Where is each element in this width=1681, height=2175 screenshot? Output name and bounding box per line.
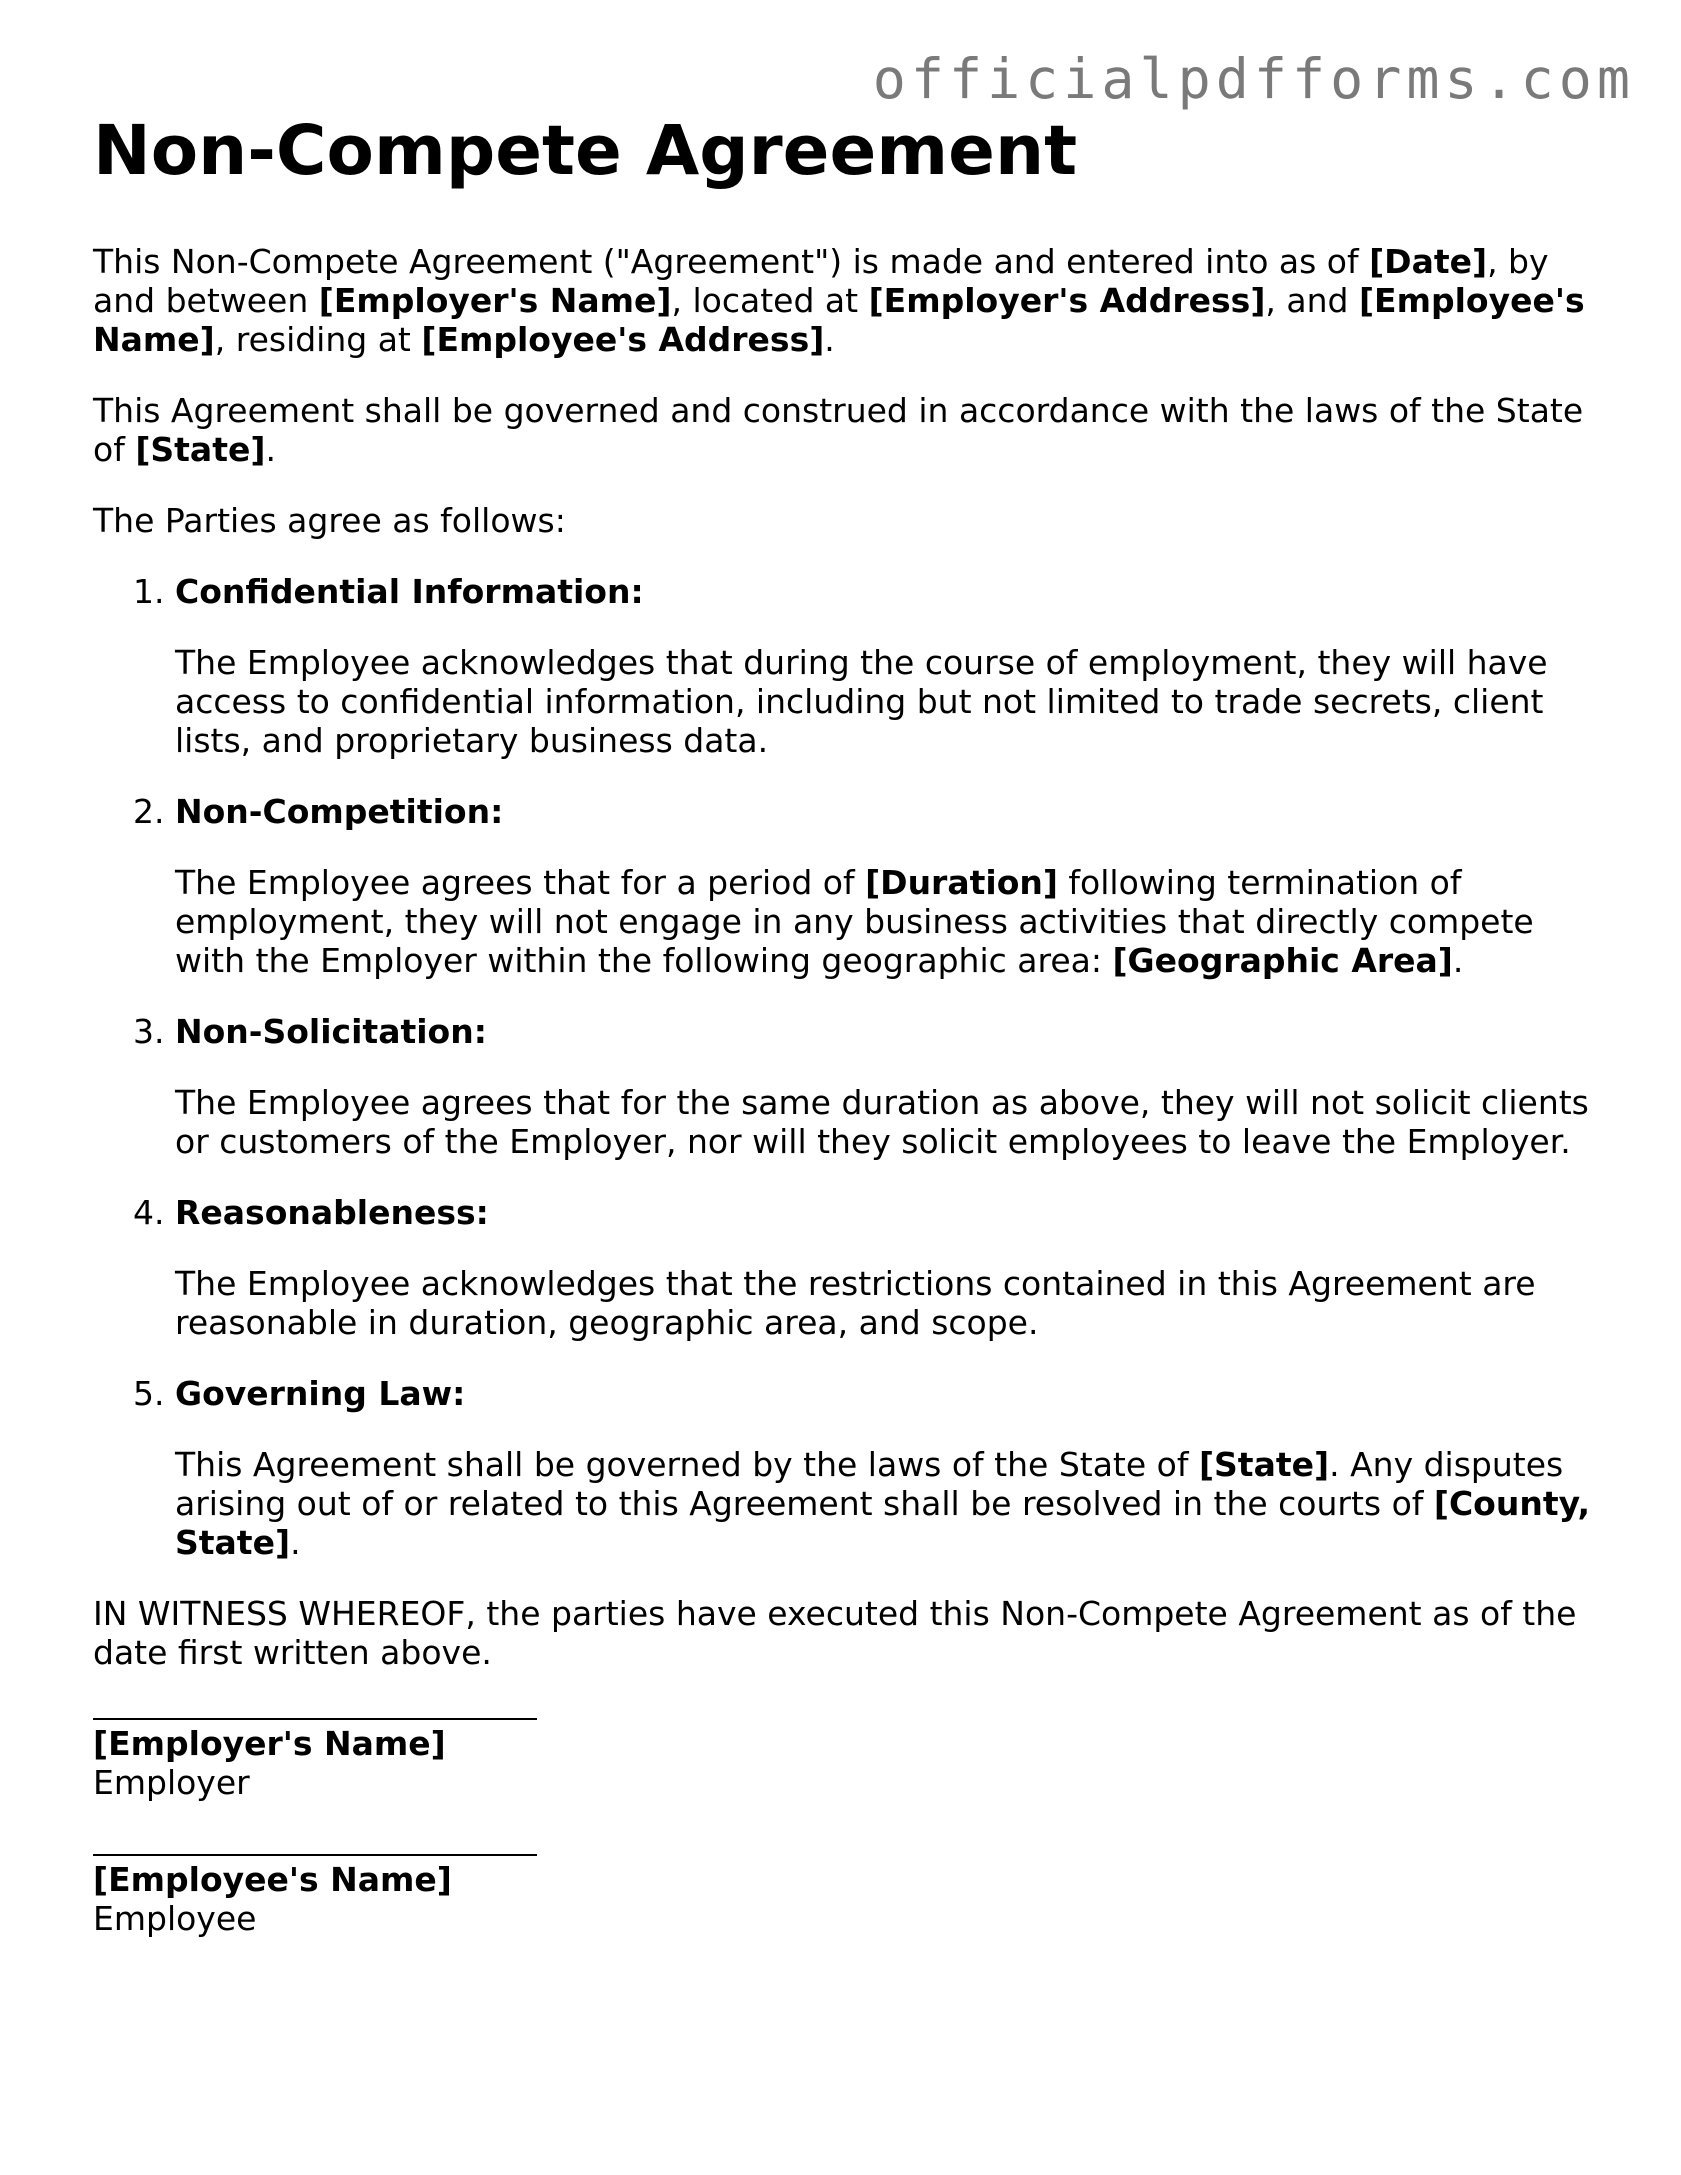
clause-body	[175, 1445, 1593, 1562]
signer-role: Employee	[93, 1898, 257, 1938]
document-page	[93, 111, 1593, 1938]
governing-text: This Agreement shall be governed and construed in accordance with the laws of the State of	[93, 390, 1584, 469]
employer-address-placeholder: [Employer's Address]	[868, 280, 1266, 320]
signature-block-employer	[93, 1718, 1593, 1802]
clause-governing-law	[175, 1374, 1593, 1562]
clause-body	[175, 863, 1593, 980]
employer-name-placeholder: [Employer's Name]	[318, 280, 672, 320]
clause-title: 4. Reasonableness:	[175, 1192, 489, 1232]
employee-name-placeholder: [Employee's Name]	[93, 280, 1585, 359]
witness-paragraph: IN WITNESS WHEREOF, the parties have executed this Non-Compete Agreement as of the date first written above.	[93, 1593, 1577, 1672]
state-placeholder: [State]	[135, 429, 266, 469]
intro-text: This Non-Compete Agreement ("Agreement") is made and entered into as of	[93, 241, 1370, 281]
employee-address-placeholder: [Employee's Address]	[421, 319, 825, 359]
governing-text: .	[265, 429, 276, 469]
clause-text: .	[290, 1522, 301, 1562]
clause-text: . Any disputes arising out of or related to this Agreement shall be resolved in the courts of	[175, 1444, 1564, 1523]
geographic-area-placeholder: [Geographic Area]	[1112, 940, 1453, 980]
clause-reasonableness	[175, 1193, 1593, 1342]
clause-title: 3. Non-Solicitation:	[175, 1011, 487, 1051]
intro-text: .	[824, 319, 835, 359]
clause-text: The Employee agrees that for a period of	[175, 862, 866, 902]
signature-line	[93, 1718, 537, 1720]
duration-placeholder: [Duration]	[865, 862, 1058, 902]
clause-text: .	[1452, 940, 1464, 980]
clause-confidential-information	[175, 572, 1593, 760]
intro-text: , located at	[671, 280, 869, 320]
watermark: officialpdfforms.com	[872, 47, 1635, 111]
clause-body: The Employee acknowledges that during the course of employment, they will have access to confidential information, including but not limited to trade secrets, client lists, and proprietary business data.	[175, 642, 1548, 760]
signature-block-employee	[93, 1854, 1593, 1938]
intro-text: , residing at	[214, 319, 422, 359]
signer-name: [Employee's Name]	[93, 1859, 452, 1899]
clause-title: 2. Non-Competition:	[175, 791, 504, 831]
clause-list	[93, 572, 1593, 1562]
signer-name: [Employer's Name]	[93, 1723, 446, 1763]
clause-text: following termination of employment, they will not engage in any business activities that directly compete with the Employer within the following geographic area:	[175, 862, 1534, 980]
clause-non-solicitation	[175, 1012, 1593, 1161]
clause-body: The Employee acknowledges that the restrictions contained in this Agreement are reasonable in duration, geographic area, and scope.	[175, 1263, 1536, 1342]
intro-text: , and	[1265, 280, 1359, 320]
signer-role: Employer	[93, 1762, 250, 1802]
clause-title: 5. Governing Law:	[175, 1373, 466, 1413]
clause-non-competition	[175, 792, 1593, 980]
intro-paragraph	[93, 242, 1593, 359]
signature-line	[93, 1854, 537, 1856]
clause-title: 1. Confidential Information:	[175, 571, 644, 611]
governing-paragraph	[93, 391, 1593, 469]
county-state-placeholder: [County, State]	[175, 1483, 1591, 1562]
clause-body: The Employee agrees that for the same duration as above, they will not solicit clients or customers of the Employer, nor will they solicit employees to leave the Employer.	[175, 1082, 1589, 1161]
document-title: Non-Compete Agreement	[93, 111, 1078, 191]
date-placeholder: [Date]	[1369, 241, 1488, 281]
clause-text: This Agreement shall be governed by the laws of the State of	[175, 1444, 1199, 1484]
intro-text: , by and between	[93, 241, 1549, 320]
state-placeholder: [State]	[1198, 1444, 1330, 1484]
agree-paragraph: The Parties agree as follows:	[93, 500, 566, 540]
